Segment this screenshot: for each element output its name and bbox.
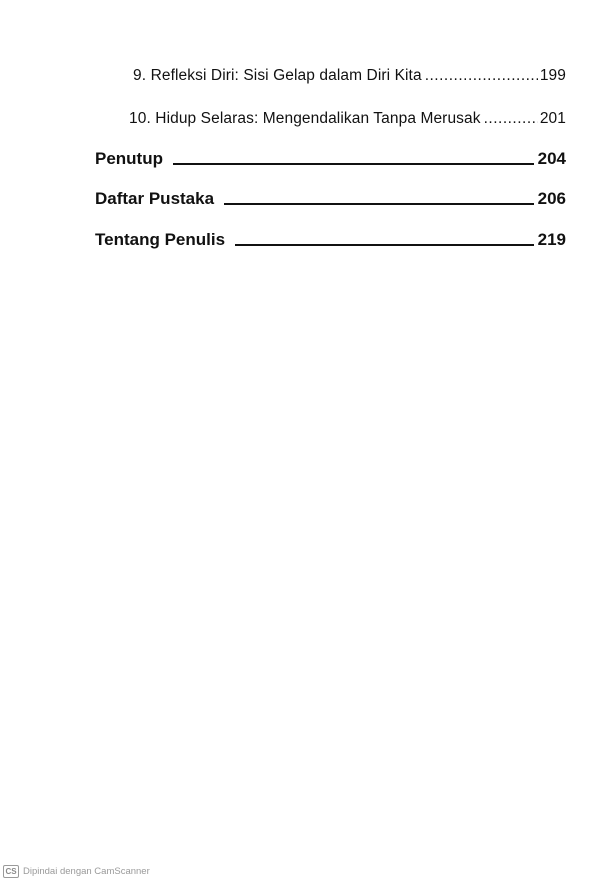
toc-entry-page: 206 [537,189,566,208]
toc-entry-label: Tentang Penulis [95,230,226,249]
line-leader [235,244,534,246]
toc-entry-page: 204 [537,149,566,168]
toc-entry-penutup [95,147,566,169]
toc-entry-daftar-pustaka [95,187,566,209]
toc-entry-label: Hidup Selaras: Mengendalikan Tanpa Merusak [155,110,481,127]
line-leader [224,203,534,205]
toc-entry-page: 199 [539,67,566,84]
toc-entry-title [133,67,425,85]
dot-leader [484,110,538,128]
toc-entry-label: Refleksi Diri: Sisi Gelap dalam Diri Kita [150,67,422,84]
camscanner-icon: CS [3,865,19,878]
toc-entry-number: 9. [133,67,147,84]
line-leader [173,163,534,165]
toc-entry-10 [129,108,566,128]
scanner-watermark [3,865,150,878]
toc-entry-page: 201 [539,110,566,127]
toc-entry-tentang-penulis [95,228,566,250]
toc-entry-number: 10. [129,110,151,127]
toc-entry-9 [133,65,566,85]
dot-leader [425,67,538,85]
toc-entry-title [129,110,484,128]
toc-entry-label: Penutup [95,149,163,168]
toc-entry-page: 219 [537,230,566,249]
toc-entry-label: Daftar Pustaka [95,189,215,208]
scanner-watermark-text: Dipindai dengan CamScanner [23,866,150,877]
